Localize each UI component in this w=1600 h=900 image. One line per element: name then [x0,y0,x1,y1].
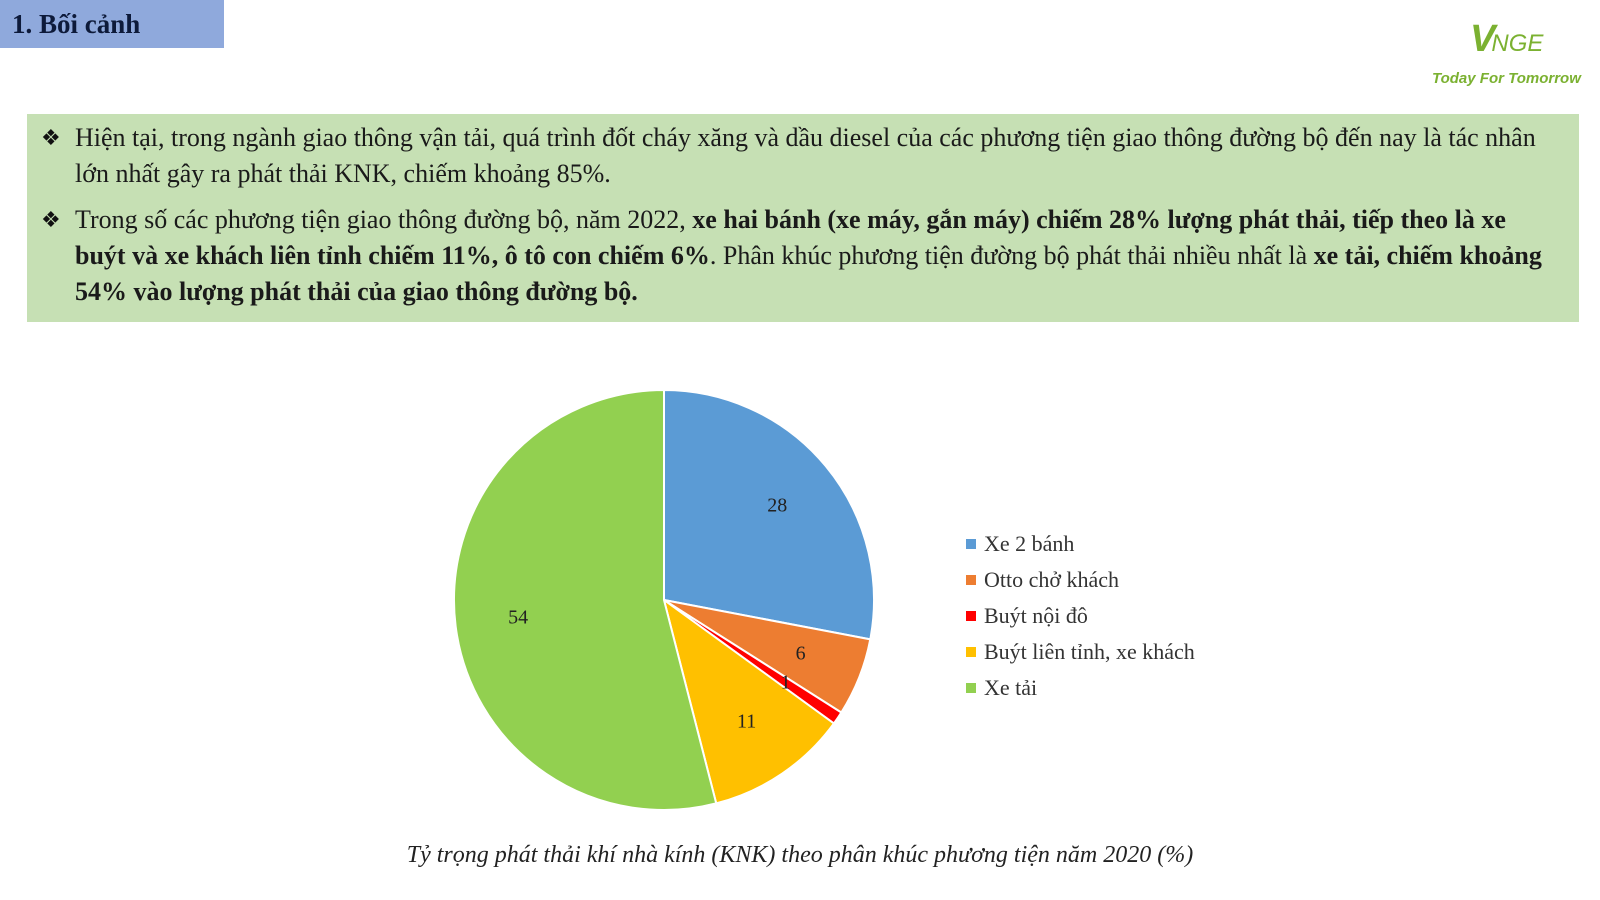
legend-item [966,634,1195,670]
data-label: 54 [508,606,529,629]
vnge-logo [1420,14,1590,94]
legend-label: Xe 2 bánh [984,531,1075,556]
legend-item [966,670,1195,706]
legend-swatch [966,647,976,657]
context-info-box [27,114,1579,322]
logo-mark-rest: NGE [1491,30,1544,57]
diamond-bullet-icon: ❖ [41,207,61,232]
chart-legend [966,526,1195,706]
legend-item [966,598,1195,634]
data-label: 11 [736,710,757,733]
bullet-item [41,120,1549,192]
logo-mark-initial: V [1470,18,1496,60]
bullet-text-2 [75,202,1549,310]
bullet-emphasis: xe tải, chiếm khoảng 54% vào lượng phát thải của giao thông đường bộ. [75,241,1542,306]
bullet-text-1 [75,120,1549,192]
bullet-emphasis: xe hai bánh (xe máy, gắn máy) chiếm 28% lượng phát thải, tiếp theo là xe buýt và xe khách liên tỉnh chiếm 11%, ô tô con chiếm 6% [75,205,1506,270]
logo-mark [1470,18,1543,61]
legend-label: Buýt nội đô [984,603,1088,628]
bullet-item [41,202,1549,310]
section-title: 1. Bối cảnh [0,0,224,48]
pie-chart [0,340,1600,840]
data-label: 6 [795,642,806,665]
data-label: 1 [780,671,791,694]
legend-label: Xe tải [984,675,1038,700]
legend-label: Buýt liên tỉnh, xe khách [984,639,1195,664]
pie-chart-area [0,340,1600,840]
legend-swatch [966,539,976,549]
legend-label: Otto chở khách [984,567,1120,592]
bullet-segment: . Phân khúc phương tiện đường bộ phát thải nhiều nhất là [709,241,1314,270]
bullet-segment: Trong số các phương tiện giao thông đường bộ, năm 2022, [75,205,693,234]
legend-item [966,526,1195,562]
legend-item [966,562,1195,598]
legend-swatch [966,575,976,585]
diamond-bullet-icon: ❖ [41,125,61,150]
legend-swatch [966,611,976,621]
legend-swatch [966,683,976,693]
logo-tagline: Today For Tomorrow [1432,70,1581,87]
bullet-segment: Hiện tại, trong ngành giao thông vận tải, quá trình đốt cháy xăng và dầu diesel của các phương tiện giao thông đường bộ đến nay là tác nhân lớn nhất gây ra phát thải KNK, chiếm khoảng 85%. [75,123,1536,188]
chart-caption: Tỷ trọng phát thải khí nhà kính (KNK) theo phân khúc phương tiện năm 2020 (%) [406,842,1194,868]
data-label: 28 [767,494,788,517]
